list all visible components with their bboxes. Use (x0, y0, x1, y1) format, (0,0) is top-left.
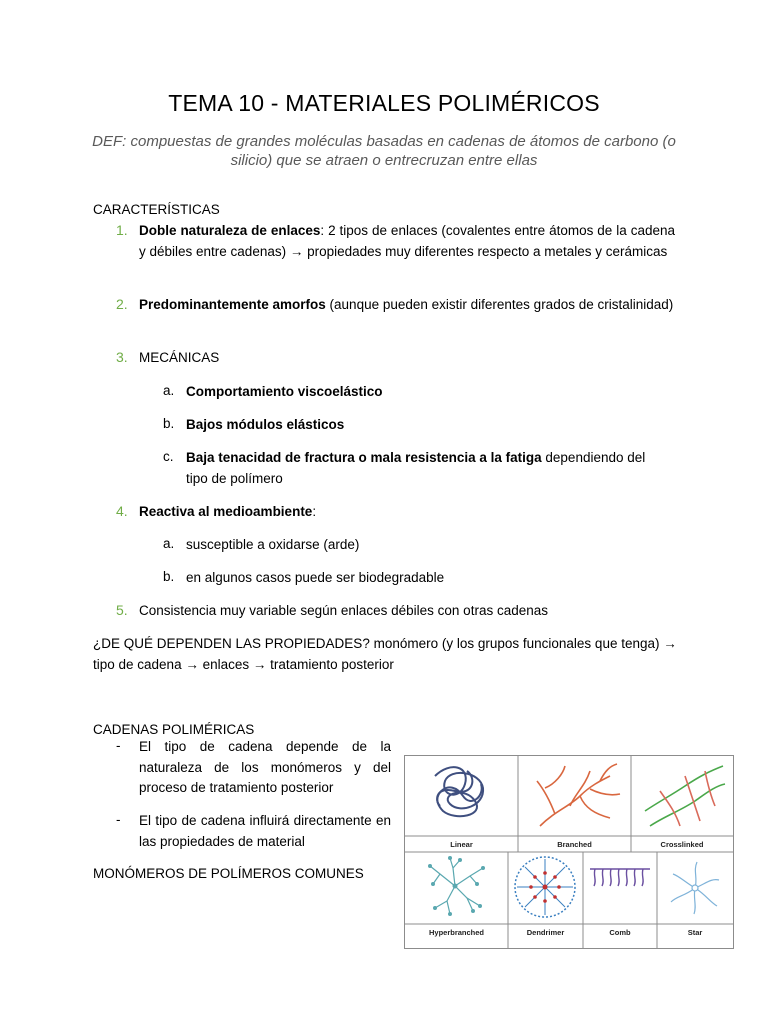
bullet-text: El tipo de cadena influirá directamente en las propiedades de material (139, 813, 391, 849)
figure-label-crosslinked: Crosslinked (660, 840, 704, 849)
list-item-text: MECÁNICAS (139, 350, 220, 365)
sublist-letter: b. (163, 416, 175, 431)
figure-label-linear: Linear (450, 840, 473, 849)
list-item (139, 502, 316, 523)
list-item-text: Consistencia muy variable según enlaces débiles con otras cadenas (139, 603, 548, 618)
list-item-text: : (312, 504, 317, 519)
sublist-item-text: susceptible a oxidarse (arde) (186, 537, 360, 552)
bullet-text: El tipo de cadena depende de la naturaleza de los monómeros y del proceso de tratamiento posterior (139, 739, 391, 795)
section-heading-cadenas: CADENAS POLIMÉRICAS (93, 722, 255, 737)
sublist-item-bold: Bajos módulos elásticos (186, 417, 345, 432)
propiedades-paragraph: ¿DE QUÉ DEPENDEN LAS PROPIEDADES? monómero (y los grupos funcionales que tenga) → tipo de cadena → enlaces → tratamiento posterior (93, 636, 677, 672)
dendrimer-drawing (515, 857, 575, 917)
figure-label-star: Star (687, 928, 703, 937)
comb-drawing (590, 869, 650, 886)
linear-chain-drawing (435, 767, 483, 816)
hyperbranched-nodes (428, 856, 485, 916)
list-item-text: : 2 tipos de enlaces (covalentes entre átomos de la cadena y débiles entre cadenas) → propiedades muy diferentes respecto a metales y cerámicas (139, 223, 675, 259)
list-item-bold: Reactiva al medioambiente (139, 504, 313, 519)
section-heading-caracteristicas: CARACTERÍSTICAS (93, 202, 220, 217)
list-item-text: (aunque pueden existir diferentes grados de cristalinidad) (325, 297, 674, 312)
star-drawing (671, 862, 719, 914)
sublist-item-text: dependiendo del tipo de polímero (186, 450, 646, 486)
figure-label-hyperbranched: Hyperbranched (428, 928, 485, 937)
bullet-dash: - (116, 738, 121, 753)
page-title: TEMA 10 - MATERIALES POLIMÉRICOS (168, 90, 600, 116)
sublist-item (186, 448, 666, 489)
figure-label-dendrimer: Dendrimer (526, 928, 565, 937)
sublist-item (186, 382, 383, 403)
sublist-letter: a. (163, 536, 175, 551)
list-number: 2. (116, 296, 128, 312)
list-item-bold: Predominantemente amorfos (139, 297, 326, 312)
sublist-item (186, 415, 344, 436)
section-heading-monomeros: MONÓMEROS DE POLÍMEROS COMUNES (93, 866, 364, 881)
list-number: 5. (116, 602, 128, 618)
sublist-letter: b. (163, 569, 175, 584)
list-item (139, 221, 675, 262)
bullet-dash: - (116, 812, 121, 827)
list-number: 1. (116, 222, 128, 238)
figure-label-branched: Branched (557, 840, 592, 849)
sublist-item-bold: Baja tenacidad de fractura o mala resistencia a la fatiga (186, 450, 542, 465)
list-item-bold: Doble naturaleza de enlaces (139, 223, 321, 238)
crosslinked-chain-drawing (645, 766, 725, 826)
sublist-item-bold: Comportamiento viscoelástico (186, 384, 383, 399)
polymer-chain-figure (404, 755, 734, 949)
list-number: 4. (116, 503, 128, 519)
branched-chain-drawing (537, 764, 620, 826)
list-number: 3. (116, 349, 128, 365)
figure-label-comb: Comb (609, 928, 631, 937)
sublist-letter: a. (163, 383, 175, 398)
sublist-letter: c. (163, 449, 174, 464)
definition: DEF: compuestas de grandes moléculas basadas en cadenas de átomos de carbono (o silicio) que se atraen o entrecruzan entre ellas (92, 133, 676, 169)
polymer-chain-illustration (405, 756, 733, 948)
sublist-item-text: en algunos casos puede ser biodegradable (186, 570, 445, 585)
list-item (139, 295, 675, 316)
